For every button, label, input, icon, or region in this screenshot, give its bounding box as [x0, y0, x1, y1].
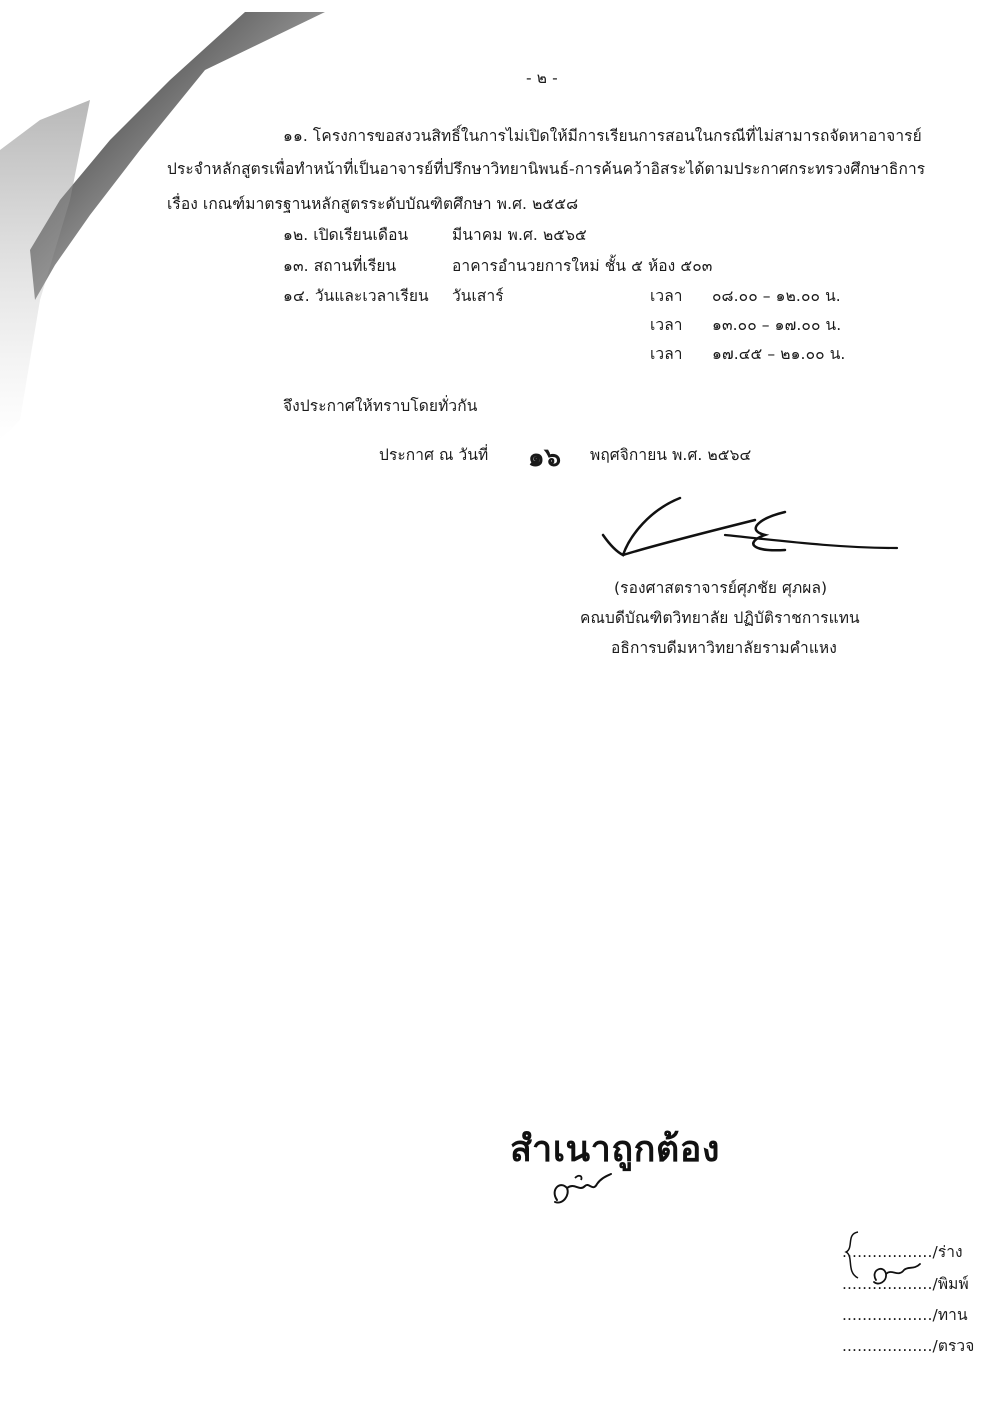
time-value-2: ๑๓.๐๐ – ๑๗.๐๐ น. [712, 316, 842, 334]
signatory-position-1: คณบดีบัณฑิตวิทยาลัย ปฏิบัติราชการแทน [580, 609, 860, 627]
routing-row-proofread [842, 1305, 968, 1325]
routing-dots: .................. [842, 1306, 933, 1324]
routing-dots: .................. [842, 1243, 933, 1261]
item-11-line-3: เรื่อง เกณฑ์มาตรฐานหลักสูตรระดับบัณฑิตศึกษา พ.ศ. ๒๕๕๘ [167, 195, 579, 213]
official-signature [595, 490, 905, 570]
item-12-label: ๑๒. เปิดเรียนเดือน [283, 226, 409, 244]
routing-label: /ทาน [932, 1306, 968, 1324]
time-label-3: เวลา [650, 345, 683, 363]
item-14-day: วันเสาร์ [452, 287, 504, 305]
routing-dots: .................. [842, 1275, 933, 1293]
item-11-line-2: ประจำหลักสูตรเพื่อทำหน้าที่เป็นอาจารย์ที่ปรึกษาวิทยานิพนธ์-การค้นคว้าอิสระได้ตามประกาศกระทรวงศึกษาธิการ [167, 160, 926, 178]
item-14-label: ๑๔. วันและเวลาเรียน [283, 287, 429, 305]
routing-label: /พิมพ์ [932, 1275, 969, 1293]
item-13-value: อาคารอำนวยการใหม่ ชั้น ๕ ห้อง ๕๐๓ [452, 257, 713, 275]
certified-copy-stamp: สำเนาถูกต้อง [510, 1129, 720, 1170]
announce-text: จึงประกาศให้ทราบโดยทั่วกัน [283, 397, 478, 415]
date-prefix: ประกาศ ณ วันที่ [379, 446, 489, 464]
routing-dots: .................. [842, 1337, 933, 1355]
time-value-1: ๐๘.๐๐ – ๑๒.๐๐ น. [712, 287, 841, 305]
item-12-value: มีนาคม พ.ศ. ๒๕๖๕ [452, 226, 587, 244]
time-label-2: เวลา [650, 316, 683, 334]
routing-label: /ร่าง [932, 1243, 963, 1261]
routing-label: /ตรวจ [932, 1337, 975, 1355]
routing-row-draft [842, 1242, 963, 1262]
time-value-3: ๑๗.๔๕ – ๒๑.๐๐ น. [712, 345, 846, 363]
time-label-1: เวลา [650, 287, 683, 305]
signatory-name: (รองศาสตราจารย์ศุภชัย ศุภผล) [614, 579, 828, 597]
date-day: ๑๖ [528, 443, 562, 472]
routing-row-check [842, 1336, 974, 1356]
date-rest: พฤศจิกายน พ.ศ. ๒๕๖๔ [590, 446, 752, 464]
routing-row-type [842, 1274, 969, 1294]
item-13-label: ๑๓. สถานที่เรียน [283, 257, 397, 275]
certifier-initials [545, 1170, 615, 1215]
page-number: - ๒ - [526, 69, 558, 87]
item-11-line-1: ๑๑. โครงการขอสงวนสิทธิ์ในการไม่เปิดให้มีการเรียนการสอนในกรณีที่ไม่สามารถจัดหาอาจารย์ [283, 127, 922, 145]
signatory-position-2: อธิการบดีมหาวิทยาลัยรามคำแหง [611, 639, 837, 657]
